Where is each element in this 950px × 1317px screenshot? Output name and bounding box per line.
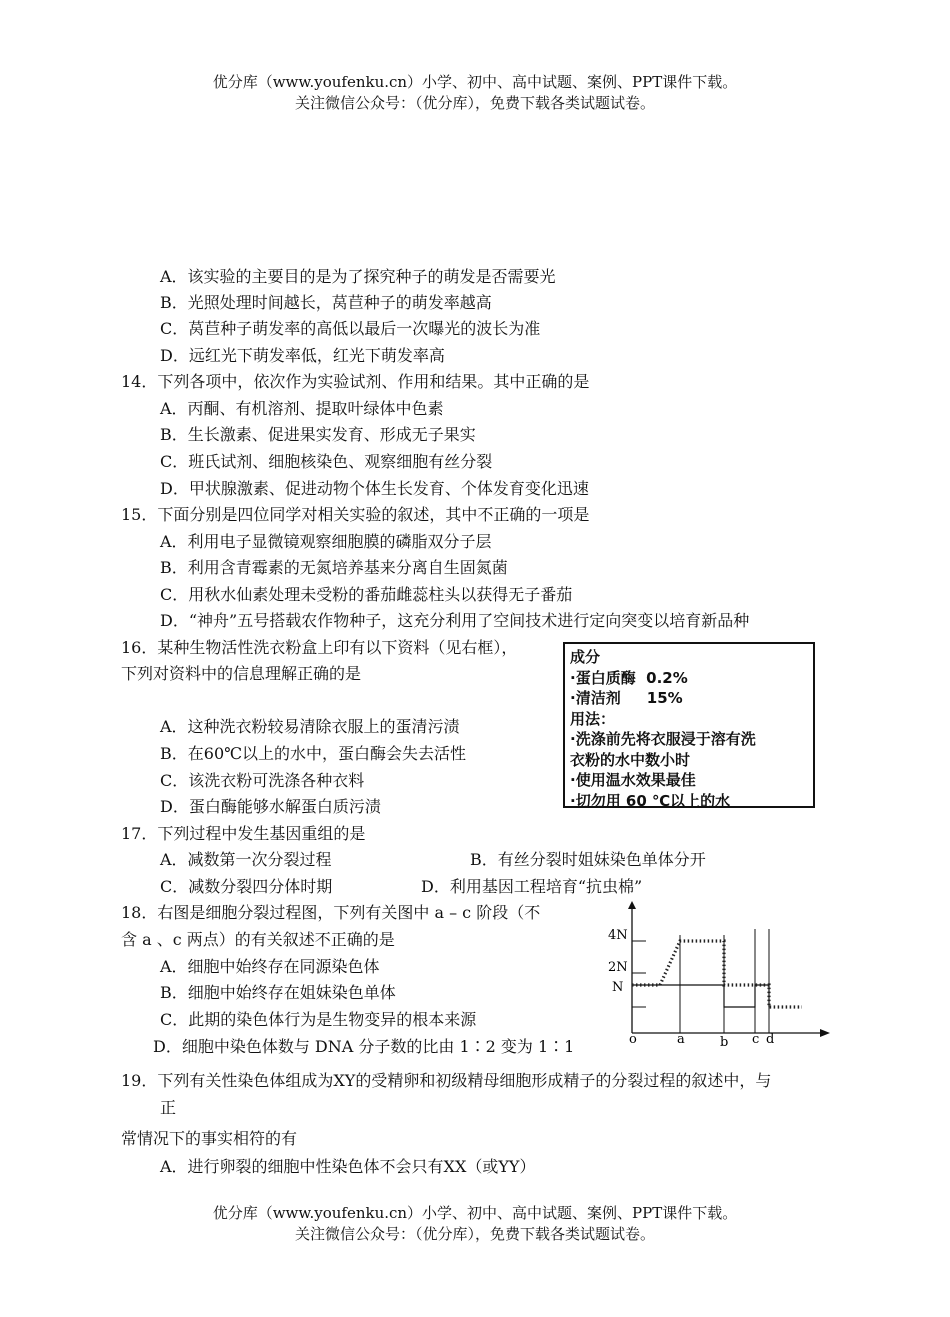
graph-y-arrow: [628, 901, 636, 909]
x-label-a: a: [677, 1032, 685, 1047]
q15-option-c: C．用秋水仙素处理未受粉的番茄雌蕊柱头以获得无子番茄: [160, 585, 573, 604]
box-line-detergent: ·清洁剂 15%: [570, 689, 683, 707]
q18-option-b: B．细胞中始终存在姐妹染色单体: [160, 983, 396, 1002]
q14-option-c: C．班氏试剂、细胞核染色、观察细胞有丝分裂: [160, 452, 493, 471]
q14-option-b: B．生长激素、促进果实发育、形成无子果实: [160, 425, 476, 444]
q16-option-b: B．在60℃以上的水中，蛋白酶会失去活性: [160, 744, 467, 763]
q13-option-b: B．光照处理时间越长，莴苣种子的萌发率越高: [160, 293, 492, 312]
box-line-no-hot-water: ·切勿用 60 ℃以上的水: [570, 791, 731, 810]
q16-stem-2: 下列对资料中的信息理解正确的是: [121, 664, 362, 683]
q15-option-b: B．利用含青霉素的无氮培养基来分离自生固氮菌: [160, 558, 508, 577]
q13-option-c: C．莴苣种子萌发率的高低以最后一次曝光的波长为准: [160, 319, 541, 338]
q16-option-c: C．该洗衣粉可洗涤各种衣料: [160, 771, 365, 790]
q15-stem: 15．下面分别是四位同学对相关实验的叙述，其中不正确的一项是: [121, 505, 590, 524]
cell-division-graph: [600, 895, 840, 1055]
q18-stem-2: 含 a 、c 两点）的有关叙述不正确的是: [121, 930, 395, 949]
x-label-o: o: [629, 1032, 637, 1047]
q13-option-d: D．远红光下萌发率低，红光下萌发率高: [160, 346, 445, 365]
footer-line-2: 关注微信公众号：（优分库），免费下载各类试题试卷。: [294, 1225, 655, 1243]
header-line-2: 关注微信公众号：（优分库），免费下载各类试题试卷。: [294, 94, 655, 112]
q17-option-b: B．有丝分裂时姐妹染色单体分开: [470, 850, 706, 869]
detergent-info-box: [563, 642, 815, 808]
box-line-soak-2: 衣粉的水中数小时: [570, 750, 691, 769]
x-label-b: b: [720, 1035, 729, 1050]
q18-option-a: A．细胞中始终存在同源染色体: [160, 957, 380, 976]
dna-dotted-line: [632, 941, 802, 1007]
box-line-warm-water: ·使用温水效果最佳: [570, 771, 696, 789]
graph-x-arrow: [820, 1029, 830, 1037]
y-label-n: N: [612, 980, 624, 995]
q18-option-c: C．此期的染色体行为是生物变异的根本来源: [160, 1010, 477, 1029]
q19-stem-3: 常情况下的事实相符的有: [121, 1129, 298, 1148]
footer-line-1: 优分库（www.youfenku.cn）小学、初中、高中试题、案例、PPT课件下载。: [212, 1204, 738, 1222]
box-line-soak-1: ·洗涤前先将衣服浸于溶有洗: [570, 730, 756, 748]
q18-stem-1: 18．右图是细胞分裂过程图，下列有关图中 a – c 阶段（不: [121, 903, 541, 922]
x-label-c: c: [752, 1032, 760, 1047]
q15-option-a: A．利用电子显微镜观察细胞膜的磷脂双分子层: [160, 532, 492, 551]
chromosome-line: [632, 985, 769, 1007]
q17-option-d: D．利用基因工程培育“抗虫棉”: [421, 877, 643, 896]
q16-option-d: D．蛋白酶能够水解蛋白质污渍: [160, 797, 381, 816]
q16-option-a: A．这种洗衣粉较易清除衣服上的蛋清污渍: [160, 717, 460, 736]
q17-option-a: A．减数第一次分裂过程: [160, 850, 332, 869]
q19-stem-1: 19．下列有关性染色体组成为XY的受精卵和初级精母细胞形成精子的分裂过程的叙述中，与: [121, 1071, 772, 1090]
q17-option-c: C．减数分裂四分体时期: [160, 877, 333, 896]
q14-stem: 14．下列各项中，依次作为实验试剂、作用和结果。其中正确的是: [121, 372, 590, 391]
q17-stem: 17．下列过程中发生基因重组的是: [121, 824, 366, 843]
box-line-protease: ·蛋白质酶 0.2%: [570, 668, 688, 687]
q14-option-a: A．丙酮、有机溶剂、提取叶绿体中色素: [160, 399, 444, 418]
y-label-4n: 4N: [608, 928, 628, 943]
box-line-ingredients: 成分: [570, 648, 601, 666]
q15-option-d: D．“神舟”五号搭载农作物种子，这充分利用了空间技术进行定向突变以培育新品种: [160, 611, 750, 630]
header-line-1: 优分库（www.youfenku.cn）小学、初中、高中试题、案例、PPT课件下载。: [212, 73, 738, 91]
q19-option-a: A．进行卵裂的细胞中性染色体不会只有XX（或YY）: [160, 1157, 536, 1176]
y-label-2n: 2N: [608, 960, 628, 975]
box-line-usage: 用法：: [570, 709, 616, 728]
q18-option-d: D．细胞中染色体数与 DNA 分子数的比由 1∶2 变为 1∶1: [153, 1037, 575, 1056]
q13-option-a: A．该实验的主要目的是为了探究种子的萌发是否需要光: [160, 267, 556, 286]
q14-option-d: D．甲状腺激素、促进动物个体生长发育、个体发育变化迅速: [160, 479, 589, 498]
q16-stem-1: 16．某种生物活性洗衣粉盒上印有以下资料（见右框），: [121, 638, 518, 657]
q19-stem-2: 正: [160, 1098, 177, 1117]
x-label-d: d: [766, 1032, 775, 1047]
